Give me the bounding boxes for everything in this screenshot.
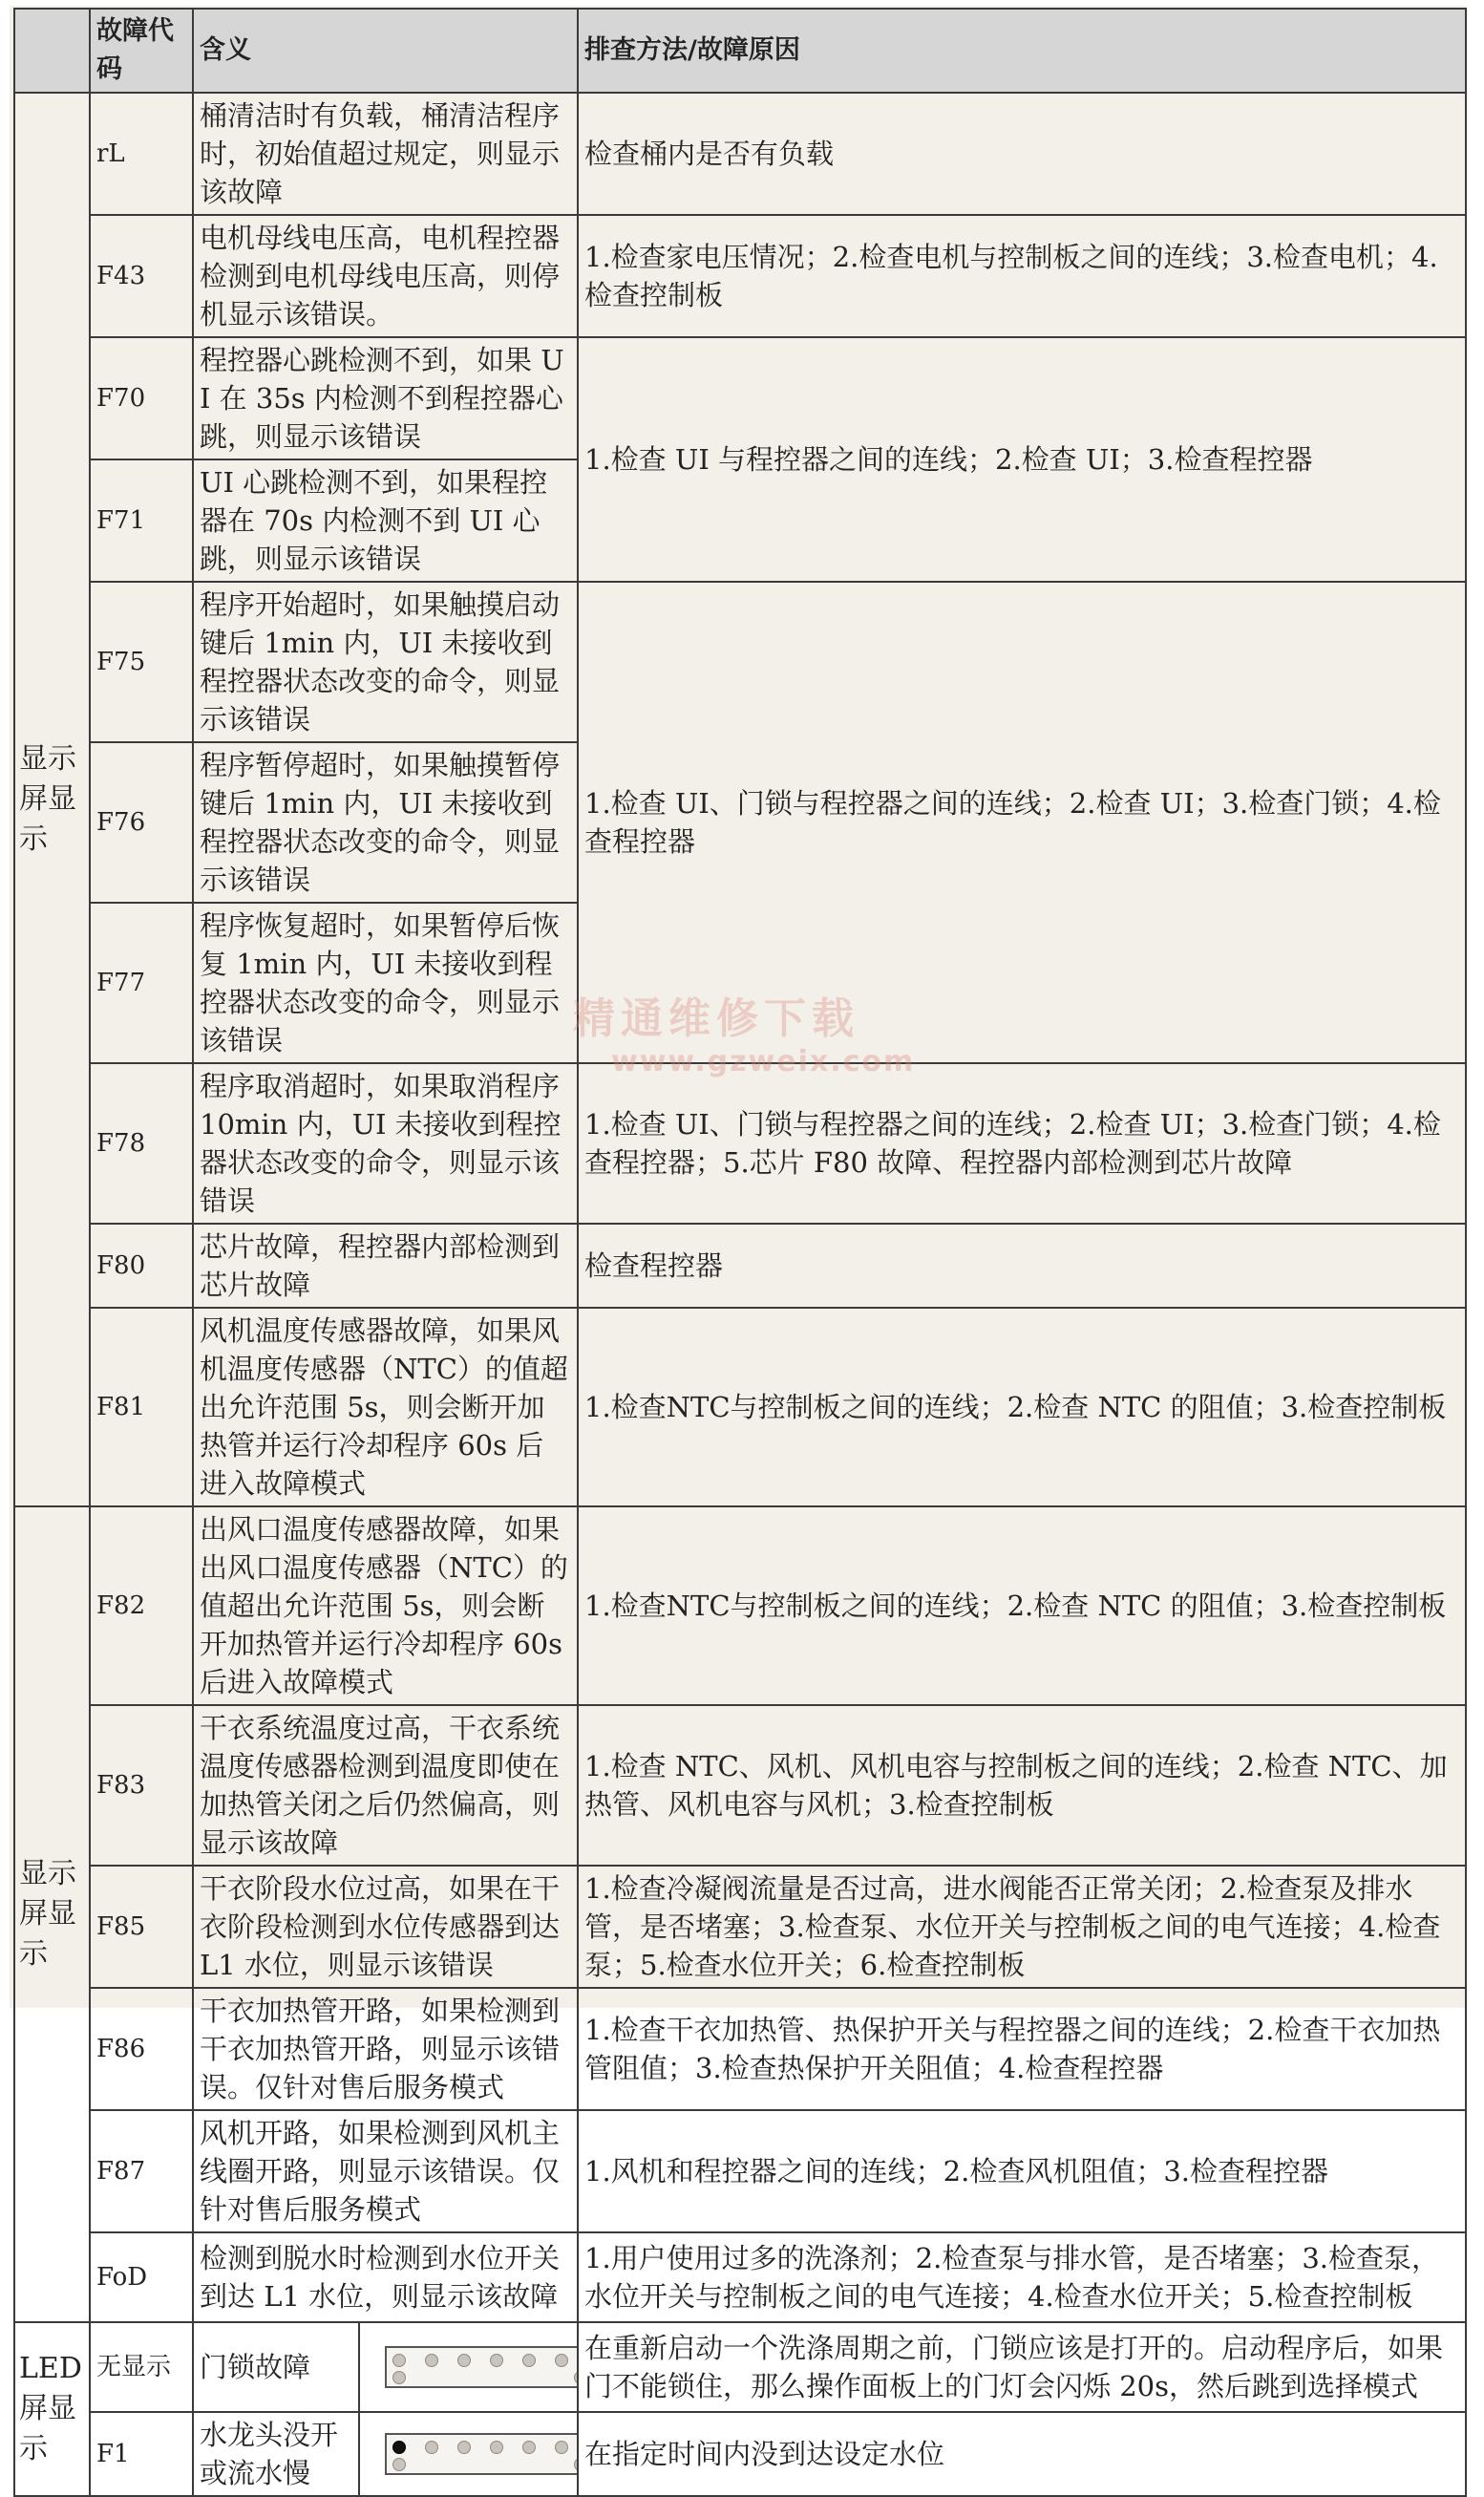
fault-code: 无显示 <box>90 2322 193 2412</box>
table-row <box>14 582 1466 742</box>
led-indicator-icon <box>392 2441 406 2454</box>
fault-remedy: 检查桶内是否有负载 <box>578 93 1466 215</box>
led-panel-cell <box>359 2322 578 2412</box>
fault-remedy: 1.检查 UI、门锁与程控器之间的连线；2.检查 UI；3.检查门锁；4.检查程控器 <box>578 582 1466 1063</box>
led-indicator-icon <box>425 2441 438 2454</box>
fault-code: FoD <box>90 2232 193 2322</box>
fault-remedy: 检查程控器 <box>578 1224 1466 1308</box>
fault-code: F82 <box>90 1506 193 1705</box>
table-row <box>14 2412 1466 2496</box>
table-row <box>14 1705 1466 1866</box>
fault-meaning: 程序取消超时，如果取消程序 10min 内，UI 未接收到程控器状态改变的命令，则显示该错误 <box>193 1063 578 1224</box>
fault-remedy: 1.检查 UI 与程控器之间的连线；2.检查 UI；3.检查程控器 <box>578 337 1466 582</box>
fault-meaning: 门锁故障 <box>193 2322 359 2412</box>
header-row <box>14 9 1466 93</box>
fault-meaning: 程控器心跳检测不到，如果 UI 在 35s 内检测不到程控器心跳，则显示该错误 <box>193 337 578 459</box>
category-cell: LED 屏显示 <box>14 2322 90 2496</box>
fault-meaning: 芯片故障，程控器内部检测到芯片故障 <box>193 1224 578 1308</box>
fault-remedy: 在重新启动一个洗涤周期之前，门锁应该是打开的。启动程序后，如果门不能锁住，那么操作面板上的门灯会闪烁 20s，然后跳到选择模式 <box>578 2322 1466 2412</box>
fault-remedy: 1.用户使用过多的洗涤剂；2.检查泵与排水管，是否堵塞；3.检查泵，水位开关与控制板之间的电气连接；4.检查水位开关；5.检查控制板 <box>578 2232 1466 2322</box>
fault-meaning: 桶清洁时有负载，桶清洁程序时，初始值超过规定，则显示该故障 <box>193 93 578 215</box>
fault-remedy: 1.检查NTC与控制板之间的连线；2.检查 NTC 的阻值；3.检查控制板 <box>578 1506 1466 1705</box>
led-indicator-icon <box>574 2458 578 2471</box>
led-panel-cell <box>359 2412 578 2496</box>
fault-remedy: 1.检查 NTC、风机、风机电容与控制板之间的连线；2.检查 NTC、加热管、风机电容与风机；3.检查控制板 <box>578 1705 1466 1866</box>
fault-code: rL <box>90 93 193 215</box>
table-row <box>14 1308 1466 1506</box>
watermark-line1: 精通维修下载 <box>573 994 859 1043</box>
fault-code: F83 <box>90 1705 193 1866</box>
table-row <box>14 2322 1466 2412</box>
header-blank <box>14 9 90 93</box>
watermark-line2: www.gzweix.com <box>611 1045 916 1078</box>
table-row <box>14 1063 1466 1224</box>
table-row <box>14 2110 1466 2232</box>
led-indicator-icon <box>555 2441 568 2454</box>
led-indicator-icon <box>490 2354 503 2367</box>
header-code: 故障代码 <box>90 9 193 93</box>
table-row <box>14 2232 1466 2322</box>
led-indicator-icon <box>457 2441 471 2454</box>
fault-code: F81 <box>90 1308 193 1506</box>
fault-code: F86 <box>90 1988 193 2110</box>
fault-remedy: 1.检查家电压情况；2.检查电机与控制板之间的连线；3.检查电机；4.检查控制板 <box>578 215 1466 337</box>
fault-code: F43 <box>90 215 193 337</box>
table-row <box>14 215 1466 337</box>
fault-meaning: 电机母线电压高，电机程控器检测到电机母线电压高，则停机显示该错误。 <box>193 215 578 337</box>
led-indicator-icon <box>555 2354 568 2367</box>
fault-remedy: 1.风机和程控器之间的连线；2.检查风机阻值；3.检查程控器 <box>578 2110 1466 2232</box>
fault-meaning: 出风口温度传感器故障，如果出风口温度传感器（NTC）的值超出允许范围 5s，则会断开加热管并运行冷却程序 60s 后进入故障模式 <box>193 1506 578 1705</box>
category-cell: 显示屏显示 <box>14 93 90 1506</box>
fault-code: F85 <box>90 1866 193 1988</box>
fault-remedy: 在指定时间内没到达设定水位 <box>578 2412 1466 2496</box>
fault-meaning: 干衣加热管开路，如果检测到干衣加热管开路，则显示该错误。仅针对售后服务模式 <box>193 1988 578 2110</box>
led-indicator-icon <box>392 2371 406 2384</box>
fault-meaning: 检测到脱水时检测到水位开关到达 L1 水位，则显示该故障 <box>193 2232 578 2322</box>
led-panel-icon <box>385 2433 578 2475</box>
fault-code: F77 <box>90 903 193 1063</box>
fault-code: F87 <box>90 2110 193 2232</box>
led-indicator-icon <box>490 2441 503 2454</box>
table-row <box>14 1866 1466 1988</box>
fault-code-table <box>13 8 1467 2497</box>
fault-meaning: 风机开路，如果检测到风机主线圈开路，则显示该错误。仅针对售后服务模式 <box>193 2110 578 2232</box>
led-indicator-icon <box>522 2354 536 2367</box>
fault-meaning: 程序暂停超时，如果触摸暂停键后 1min 内，UI 未接收到程控器状态改变的命令，则显示该错误 <box>193 742 578 903</box>
led-indicator-icon <box>392 2354 406 2367</box>
fault-meaning: 风机温度传感器故障，如果风机温度传感器（NTC）的值超出允许范围 5s，则会断开加热管并运行冷却程序 60s 后进入故障模式 <box>193 1308 578 1506</box>
fault-code: F80 <box>90 1224 193 1308</box>
table-row <box>14 1224 1466 1308</box>
fault-remedy: 1.检查NTC与控制板之间的连线；2.检查 NTC 的阻值；3.检查控制板 <box>578 1308 1466 1506</box>
table-row <box>14 1506 1466 1705</box>
fault-code: F75 <box>90 582 193 742</box>
led-panel-icon <box>385 2346 578 2388</box>
led-indicator-icon <box>392 2458 406 2471</box>
fault-code: F76 <box>90 742 193 903</box>
header-remedy: 排查方法/故障原因 <box>578 9 1466 93</box>
fault-remedy: 1.检查冷凝阀流量是否过高，进水阀能否正常关闭；2.检查泵及排水管，是否堵塞；3.检查泵、水位开关与控制板之间的电气连接；4.检查泵；5.检查水位开关；6.检查控制板 <box>578 1866 1466 1988</box>
category-cell: 显示屏显示 <box>14 1506 90 2322</box>
fault-meaning: 水龙头没开或流水慢 <box>193 2412 359 2496</box>
fault-meaning: 干衣系统温度过高，干衣系统温度传感器检测到温度即使在加热管关闭之后仍然偏高，则显示该故障 <box>193 1705 578 1866</box>
led-indicator-icon <box>457 2354 471 2367</box>
table-row <box>14 1988 1466 2110</box>
fault-remedy: 1.检查 UI、门锁与程控器之间的连线；2.检查 UI；3.检查门锁；4.检查程控器；5.芯片 F80 故障、程控器内部检测到芯片故障 <box>578 1063 1466 1224</box>
fault-code: F1 <box>90 2412 193 2496</box>
led-indicator-icon <box>574 2371 578 2384</box>
led-indicator-icon <box>522 2441 536 2454</box>
fault-meaning: 干衣阶段水位过高，如果在干衣阶段检测到水位传感器到达 L1 水位，则显示该错误 <box>193 1866 578 1988</box>
fault-meaning: 程序恢复超时，如果暂停后恢复 1min 内，UI 未接收到程控器状态改变的命令，则显示该错误 <box>193 903 578 1063</box>
header-meaning: 含义 <box>193 9 578 93</box>
table-row <box>14 337 1466 459</box>
fault-code: F78 <box>90 1063 193 1224</box>
led-indicator-icon <box>425 2354 438 2367</box>
fault-code: F71 <box>90 459 193 582</box>
fault-code: F70 <box>90 337 193 459</box>
fault-remedy: 1.检查干衣加热管、热保护开关与程控器之间的连线；2.检查干衣加热管阻值；3.检查热保护开关阻值；4.检查程控器 <box>578 1988 1466 2110</box>
fault-meaning: 程序开始超时，如果触摸启动键后 1min 内，UI 未接收到程控器状态改变的命令，则显示该错误 <box>193 582 578 742</box>
fault-meaning: UI 心跳检测不到，如果程控器在 70s 内检测不到 UI 心跳，则显示该错误 <box>193 459 578 582</box>
table-row <box>14 93 1466 215</box>
